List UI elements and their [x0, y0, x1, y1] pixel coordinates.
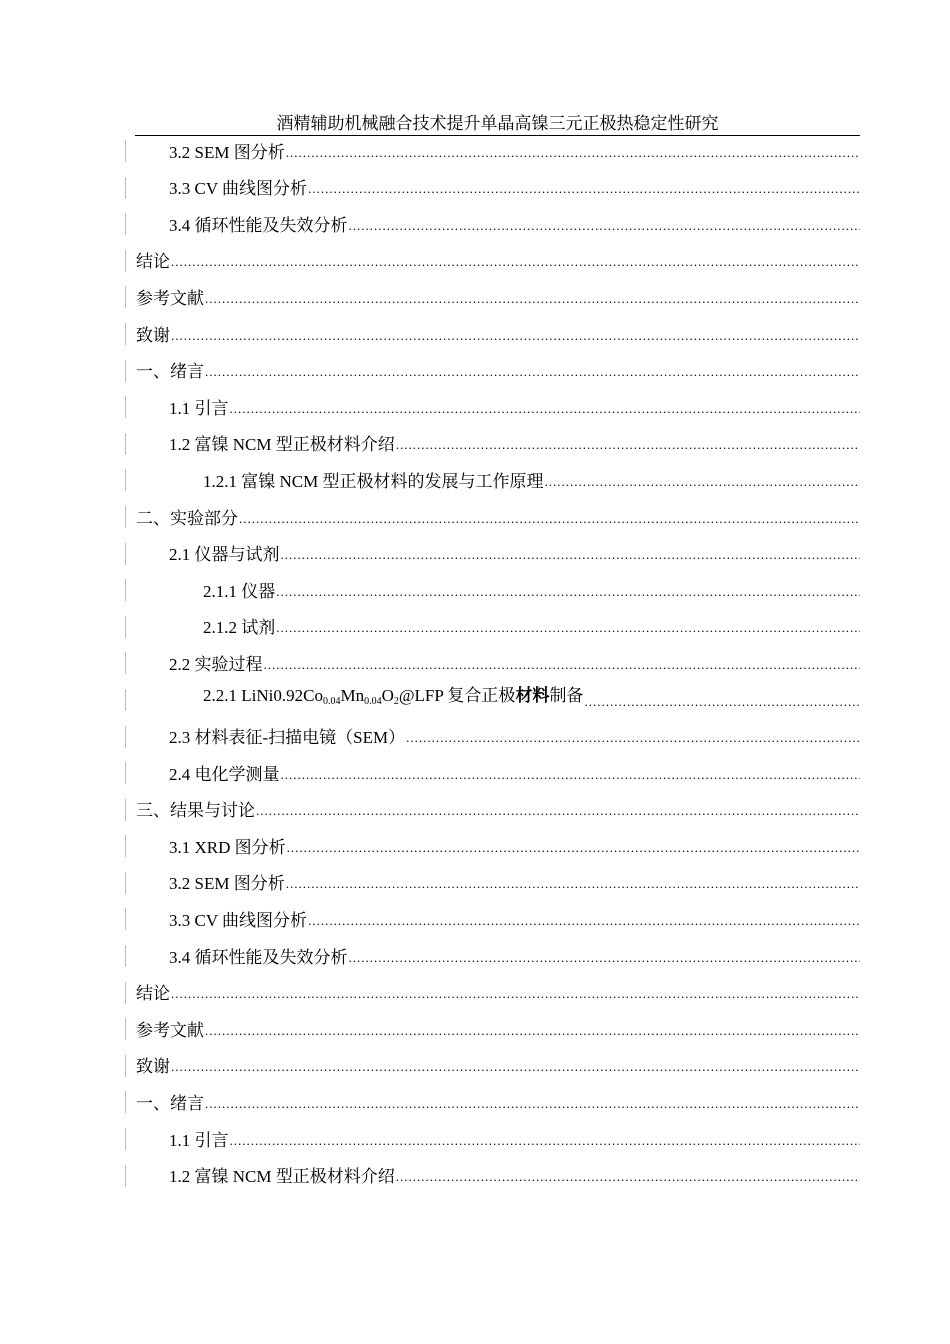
toc-entry-label-part: Mn — [340, 685, 365, 705]
toc-entry-label-part: 2 — [393, 695, 399, 707]
toc-dot-leader — [349, 948, 861, 974]
toc-entry[interactable] — [136, 937, 860, 974]
toc-entry-label: 1.1 引言 — [169, 1130, 229, 1150]
toc-dot-leader — [406, 728, 860, 754]
toc-entry[interactable] — [136, 1157, 860, 1194]
toc-entry[interactable] — [136, 754, 860, 791]
table-of-contents — [136, 132, 860, 1193]
toc-entry-label: 3.2 SEM 图分析 — [169, 142, 285, 162]
toc-entry[interactable] — [136, 315, 860, 352]
toc-entry[interactable] — [136, 571, 860, 608]
toc-entry-label: 3.1 XRD 图分析 — [169, 837, 286, 857]
toc-entry-label: 1.2.1 富镍 NCM 型正极材料的发展与工作原理 — [203, 471, 544, 491]
toc-entry-label-part: 2.2.1 LiNi0.92Co — [203, 685, 323, 705]
toc-entry-label: 3.4 循环性能及失效分析 — [169, 947, 348, 967]
toc-entry-label: 一、绪言 — [136, 1094, 204, 1114]
toc-dot-leader — [276, 618, 860, 644]
toc-entry-label: 3.2 SEM 图分析 — [169, 874, 285, 894]
toc-entry[interactable] — [136, 132, 860, 169]
toc-entry[interactable] — [136, 974, 860, 1011]
toc-dot-leader — [205, 362, 860, 388]
toc-dot-leader — [171, 252, 860, 278]
toc-entry[interactable] — [136, 718, 860, 755]
toc-entry-label: 结论 — [136, 252, 170, 272]
toc-entry-label: 1.1 引言 — [169, 398, 229, 418]
toc-dot-leader — [286, 143, 860, 169]
toc-entry[interactable] — [136, 535, 860, 572]
toc-entry-label: 参考文献 — [136, 288, 204, 308]
toc-dot-leader — [171, 984, 860, 1010]
toc-entry-label: 参考文献 — [136, 1020, 204, 1040]
toc-entry[interactable] — [136, 352, 860, 389]
toc-entry[interactable] — [136, 461, 860, 498]
toc-dot-leader — [230, 399, 861, 425]
toc-entry-label: 2.1.2 试剂 — [203, 618, 276, 638]
toc-entry[interactable] — [136, 498, 860, 535]
toc-dot-leader — [230, 1131, 861, 1157]
toc-entry[interactable] — [136, 242, 860, 279]
toc-entry-label-part: O — [381, 685, 394, 705]
toc-dot-leader — [286, 874, 860, 900]
toc-entry-label: 3.3 CV 曲线图分析 — [169, 179, 308, 199]
toc-entry-label: 1.2 富镍 NCM 型正极材料介绍 — [169, 435, 395, 455]
toc-entry[interactable] — [136, 278, 860, 315]
toc-dot-leader — [584, 692, 860, 718]
toc-entry-label-part: 材料 — [515, 685, 550, 705]
toc-entry-label: 2.1.1 仪器 — [203, 581, 276, 601]
toc-entry-label: 一、绪言 — [136, 362, 204, 382]
toc-entry[interactable] — [136, 1083, 860, 1120]
toc-entry[interactable] — [136, 644, 860, 681]
toc-entry-label — [203, 686, 583, 718]
toc-entry[interactable] — [136, 425, 860, 462]
toc-dot-leader — [205, 1094, 860, 1120]
toc-entry[interactable] — [136, 681, 860, 718]
toc-entry[interactable] — [136, 1047, 860, 1084]
toc-dot-leader — [239, 509, 860, 535]
toc-dot-leader — [256, 801, 860, 827]
toc-entry-label: 三、结果与讨论 — [136, 801, 255, 821]
toc-entry[interactable] — [136, 791, 860, 828]
toc-entry-label: 3.4 循环性能及失效分析 — [169, 215, 348, 235]
toc-entry-label: 3.3 CV 曲线图分析 — [169, 911, 308, 931]
toc-entry-label: 2.4 电化学测量 — [169, 764, 280, 784]
toc-entry[interactable] — [136, 1010, 860, 1047]
toc-entry-label: 结论 — [136, 984, 170, 1004]
toc-entry-label-part: 制备 — [549, 685, 584, 705]
toc-dot-leader — [544, 472, 860, 498]
toc-entry-label: 2.3 材料表征-扫描电镜（SEM） — [169, 728, 406, 748]
toc-entry-label: 致谢 — [136, 325, 170, 345]
toc-dot-leader — [281, 765, 861, 791]
toc-entry-label: 2.1 仪器与试剂 — [169, 545, 280, 565]
toc-entry[interactable] — [136, 1120, 860, 1157]
toc-dot-leader — [308, 911, 860, 937]
toc-dot-leader — [396, 1167, 860, 1193]
toc-dot-leader — [171, 1057, 860, 1083]
toc-dot-leader — [205, 289, 860, 315]
toc-entry-label: 二、实验部分 — [136, 508, 238, 528]
toc-entry-label: 致谢 — [136, 1057, 170, 1077]
toc-dot-leader — [308, 179, 860, 205]
toc-dot-leader — [396, 435, 860, 461]
toc-entry[interactable] — [136, 827, 860, 864]
toc-dot-leader — [205, 1021, 860, 1047]
toc-entry[interactable] — [136, 864, 860, 901]
toc-entry-label-part: 0.04 — [364, 695, 382, 707]
toc-entry-label-part: 0.04 — [322, 695, 341, 707]
toc-dot-leader — [171, 326, 860, 352]
toc-entry-label: 2.2 实验过程 — [169, 654, 263, 674]
toc-entry[interactable] — [136, 169, 860, 206]
header-title: 酒精辅助机械融合技术提升单晶高镍三元正极热稳定性研究 — [276, 114, 719, 133]
toc-entry[interactable] — [136, 388, 860, 425]
toc-dot-leader — [264, 655, 861, 681]
toc-entry[interactable] — [136, 900, 860, 937]
toc-dot-leader — [276, 582, 860, 608]
toc-dot-leader — [287, 838, 860, 864]
toc-dot-leader — [349, 216, 861, 242]
toc-entry[interactable] — [136, 205, 860, 242]
toc-dot-leader — [281, 545, 861, 571]
toc-entry[interactable] — [136, 608, 860, 645]
toc-entry-label-part: @LFP 复合正极 — [398, 685, 516, 705]
toc-entry-label: 1.2 富镍 NCM 型正极材料介绍 — [169, 1167, 395, 1187]
